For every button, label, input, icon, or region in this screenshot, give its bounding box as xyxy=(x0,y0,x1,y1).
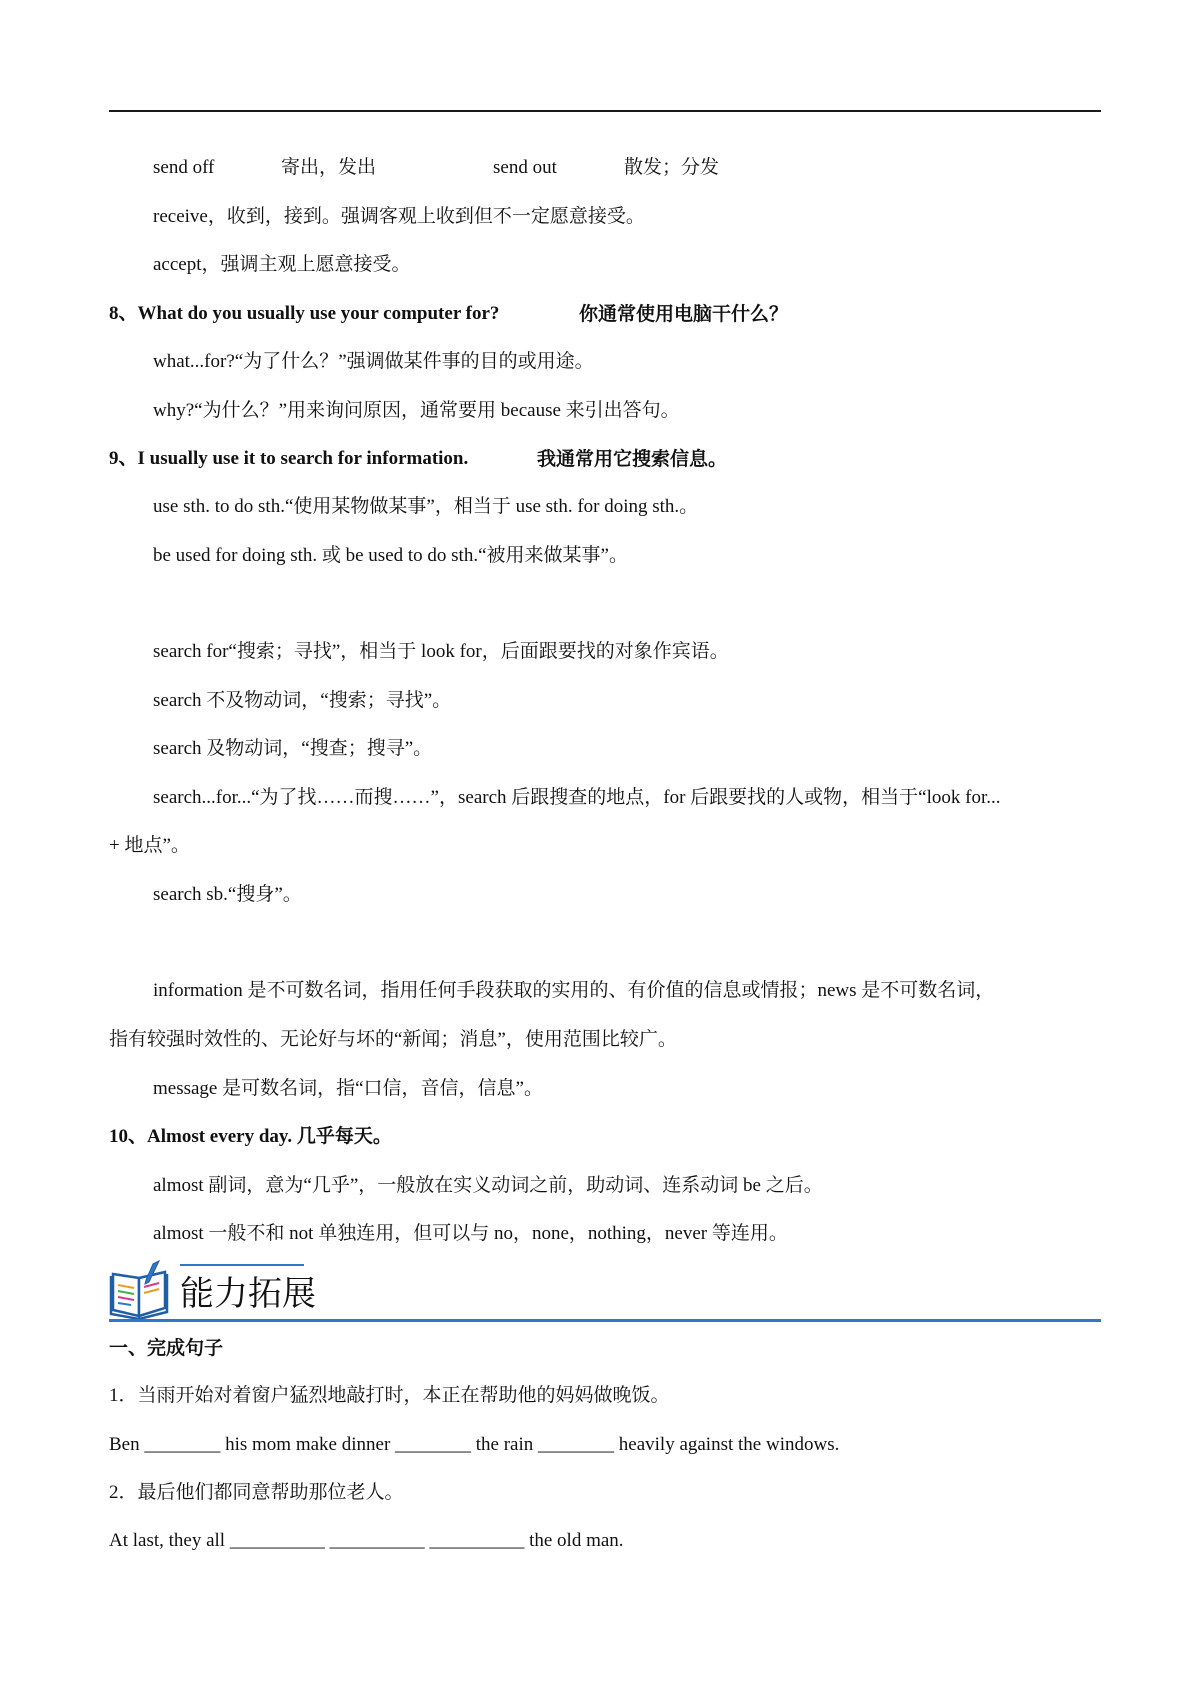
item9-translation: 我通常用它搜索信息。 xyxy=(537,448,728,470)
book-icon xyxy=(109,1260,173,1320)
exercise-heading: 一、完成句子 xyxy=(109,1337,224,1359)
item9-sentence: 9、I usually use it to search for information. xyxy=(109,448,469,469)
item9-note-message: message 是可数名词，指“口信，音信，信息”。 xyxy=(153,1078,543,1099)
item10-sentence: 10、Almost every day. 几乎每天。 xyxy=(109,1126,392,1147)
note-accept: accept，强调主观上愿意接受。 xyxy=(153,254,411,275)
item9-note-search-sb: search sb.“搜身”。 xyxy=(153,884,302,905)
item8-note-what-for: what...for?“为了什么？”强调做某件事的目的或用途。 xyxy=(153,351,594,372)
section-title-overline xyxy=(180,1264,304,1266)
vocab-send-out: send out xyxy=(493,157,557,178)
item8-sentence: 8、What do you usually use your computer for? xyxy=(109,303,500,324)
item9-note-be-used: be used for doing sth. 或 be used to do sth.“被用来做某事”。 xyxy=(153,545,628,566)
item9-note-search-vt: search 及物动词，“搜查；搜寻”。 xyxy=(153,738,433,759)
item9-note-search-for-place: search...for...“为了找……而搜……”，search 后跟搜查的地点，for 后跟要找的人或物，相当于“look for... xyxy=(153,787,1001,808)
item9-note-search-for-place-cont: + 地点”。 xyxy=(109,835,190,856)
vocab-send-out-meaning: 散发；分发 xyxy=(624,157,720,178)
item8-note-why: why?“为什么？”用来询问原因，通常要用 because 来引出答句。 xyxy=(153,400,680,421)
item9-note-news: 指有较强时效性的、无论好与坏的“新闻；消息”，使用范围比较广。 xyxy=(109,1029,677,1050)
item9-note-information: information 是不可数名词，指用任何手段获取的实用的、有价值的信息或情报；news 是不可数名词， xyxy=(153,980,995,1001)
item10-note-not: almost 一般不和 not 单独连用，但可以与 no，none，nothing，never 等连用。 xyxy=(153,1223,788,1244)
question-1-chinese: 1．当雨开始对着窗户猛烈地敲打时，本正在帮助他的妈妈做晚饭。 xyxy=(109,1385,670,1406)
item8-translation: 你通常使用电脑干什么？ xyxy=(579,303,789,325)
question-2-chinese: 2．最后他们都同意帮助那位老人。 xyxy=(109,1482,404,1503)
item10-note-adverb: almost 副词，意为“几乎”，一般放在实义动词之前，助动词、连系动词 be 之后。 xyxy=(153,1175,823,1196)
note-receive: receive，收到，接到。强调客观上收到但不一定愿意接受。 xyxy=(153,206,645,227)
item9-note-search-vi: search 不及物动词，“搜索；寻找”。 xyxy=(153,690,452,711)
vocab-send-off-meaning: 寄出，发出 xyxy=(281,157,377,178)
question-2-blanks: At last, they all __________ __________ __________ the old man. xyxy=(109,1530,624,1551)
section-title: 能力拓展 xyxy=(180,1274,316,1314)
question-1-blanks: Ben ________ his mom make dinner ________ the rain ________ heavily against the windows. xyxy=(109,1434,840,1455)
item9-note-search-for: search for“搜索；寻找”，相当于 look for，后面跟要找的对象作宾语。 xyxy=(153,641,729,662)
vocab-send-off: send off xyxy=(153,157,215,178)
section-underline xyxy=(109,1319,1101,1322)
item9-note-use: use sth. to do sth.“使用某物做某事”，相当于 use sth. for doing sth.。 xyxy=(153,496,699,517)
header-rule xyxy=(109,110,1101,112)
